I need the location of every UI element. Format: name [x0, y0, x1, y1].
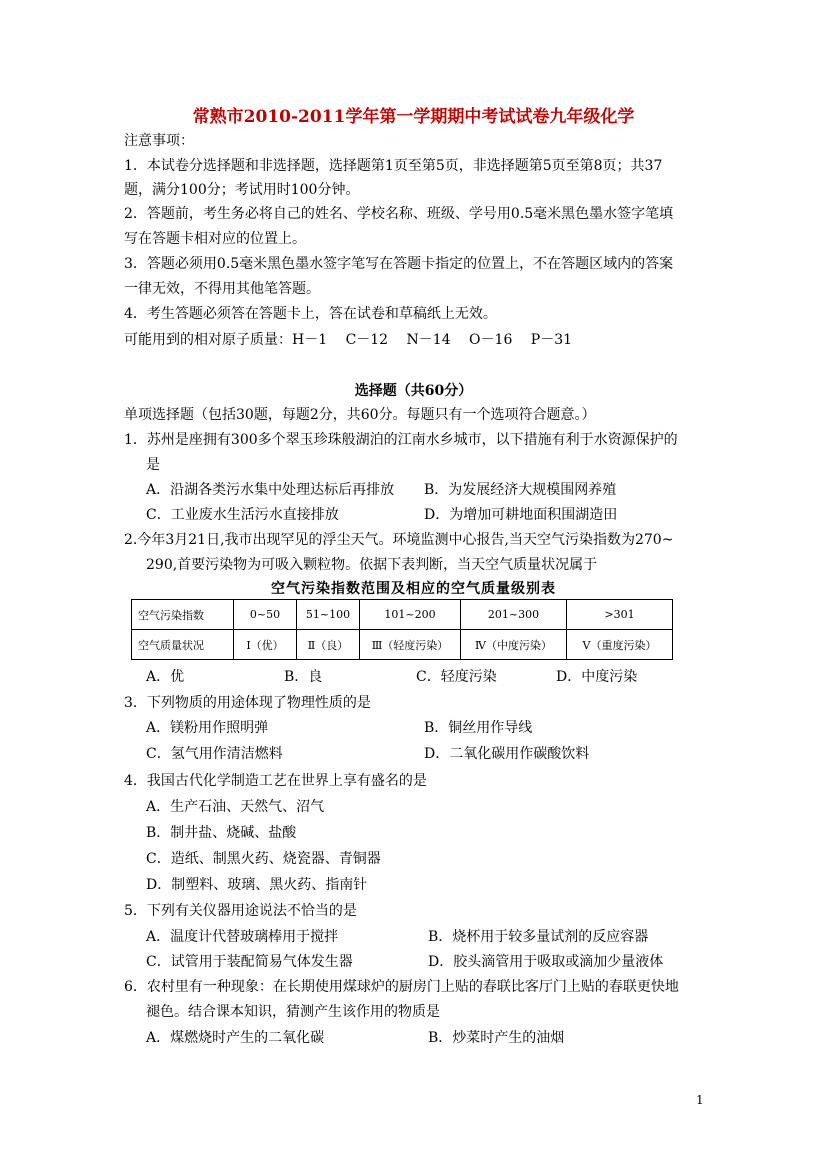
q4-option-a: A．生产石油、天然气、沼气	[146, 799, 325, 815]
notice-line: 3．答题必须用0.5毫米黑色墨水签字笔写在答题卡指定的位置上，不在答题区域内的答案	[124, 256, 674, 272]
table-cell: 空气质量状况	[132, 630, 234, 660]
notice-line: 题，满分100分；考试用时100分钟。	[124, 182, 360, 198]
table-caption: 空气污染指数范围及相应的空气质量级别表	[271, 581, 556, 597]
q2-option-c: C．轻度污染	[416, 669, 497, 685]
table-row	[132, 630, 673, 660]
notice-line: 1．本试卷分选择题和非选择题，选择题第1页至第5页，非选择题第5页至第8页；共37	[124, 158, 663, 174]
table-cell: Ⅳ（中度污染）	[461, 630, 567, 660]
q1-option-c: C．工业废水生活污水直接排放	[146, 507, 339, 523]
question-5-stem: 5．下列有关仪器用途说法不恰当的是	[124, 903, 357, 919]
table-cell: 空气污染指数	[132, 600, 234, 630]
notice-line: 2．答题前，考生务必将自己的姓名、学校名称、班级、学号用0.5毫米黑色墨水签字笔填	[124, 206, 674, 222]
page-number: 1	[696, 1093, 704, 1107]
question-6-stem-cont: 褪色。结合课本知识，猜测产生该作用的物质是	[146, 1004, 440, 1020]
section-intro: 单项选择题（包括30题，每题2分，共60分。每题只有一个选项符合题意。）	[124, 407, 596, 423]
notice-line: 4．考生答题必须答在答题卡上，答在试卷和草稿纸上无效。	[124, 306, 497, 322]
q2-option-d: D．中度污染	[556, 669, 638, 685]
q3-option-c: C．氢气用作清洁燃料	[146, 746, 283, 762]
question-2-stem: 2.今年3月21日,我市出现罕见的浮尘天气。环境监测中心报告,当天空气污染指数为270~	[124, 532, 674, 548]
question-6-stem: 6．农村里有一种现象：在长期使用煤球炉的厨房门上贴的春联比客厅门上贴的春联更快地	[124, 979, 679, 995]
section-title: 选择题（共60分）	[354, 383, 473, 399]
exam-title: 常熟市2010-2011学年第一学期期中考试试卷九年级化学	[192, 107, 635, 127]
q4-option-d: D．制塑料、玻璃、黑火药、指南针	[146, 877, 368, 893]
table-cell: Ⅲ（轻度污染）	[360, 630, 461, 660]
table-cell: Ⅱ（良）	[297, 630, 360, 660]
notice-line: 写在答题卡相对应的位置上。	[124, 231, 306, 247]
table-cell: 101~200	[360, 600, 461, 630]
q3-option-d: D．二氧化碳用作碳酸饮料	[424, 746, 590, 762]
q4-option-b: B．制井盐、烧碱、盐酸	[146, 825, 297, 841]
q5-option-d: D．胶头滴管用于吸取或滴加少量液体	[428, 954, 664, 970]
q3-option-b: B．铜丝用作导线	[424, 720, 533, 736]
q2-option-a: A．优	[146, 669, 185, 685]
table-cell: >301	[567, 600, 673, 630]
table-cell: 51~100	[297, 600, 360, 630]
notice-heading: 注意事项：	[124, 133, 194, 149]
q5-option-b: B．烧杯用于较多量试剂的反应容器	[428, 929, 649, 945]
notice-line: 一律无效，不得用其他笔答题。	[124, 281, 320, 297]
table-cell: Ⅴ（重度污染）	[567, 630, 673, 660]
table-cell: Ⅰ（优）	[234, 630, 297, 660]
q1-option-a: A．沿湖各类污水集中处理达标后再排放	[146, 482, 395, 498]
question-2-stem-cont: 290,首要污染物为可吸入颗粒物。依据下表判断，当天空气质量状况属于	[146, 557, 598, 573]
air-quality-table	[131, 599, 673, 660]
question-1-stem-cont: 是	[146, 457, 160, 473]
table-cell: 0~50	[234, 600, 297, 630]
question-1-stem: 1．苏州是座拥有300多个翠玉珍珠般湖泊的江南水乡城市，以下措施有利于水资源保护的	[124, 432, 678, 448]
q1-option-b: B．为发展经济大规模围网养殖	[424, 482, 617, 498]
table-row	[132, 600, 673, 630]
q3-option-a: A．镁粉用作照明弹	[146, 720, 269, 736]
q1-option-d: D．为增加可耕地面积围湖造田	[424, 507, 618, 523]
q6-option-b: B．炒菜时产生的油烟	[428, 1030, 565, 1046]
question-3-stem: 3．下列物质的用途体现了物理性质的是	[124, 695, 371, 711]
q2-option-b: B．良	[284, 669, 323, 685]
atomic-mass-line: 可能用到的相对原子质量：H－1 C－12 N－14 O－16 P－31	[124, 332, 573, 348]
q5-option-a: A．温度计代替玻璃棒用于搅拌	[146, 929, 339, 945]
q6-option-a: A．煤燃烧时产生的二氧化碳	[146, 1030, 325, 1046]
question-4-stem: 4．我国古代化学制造工艺在世界上享有盛名的是	[124, 773, 427, 789]
table-cell: 201~300	[461, 600, 567, 630]
q4-option-c: C．造纸、制黑火药、烧瓷器、青铜器	[146, 851, 381, 867]
q5-option-c: C．试管用于装配简易气体发生器	[146, 954, 353, 970]
